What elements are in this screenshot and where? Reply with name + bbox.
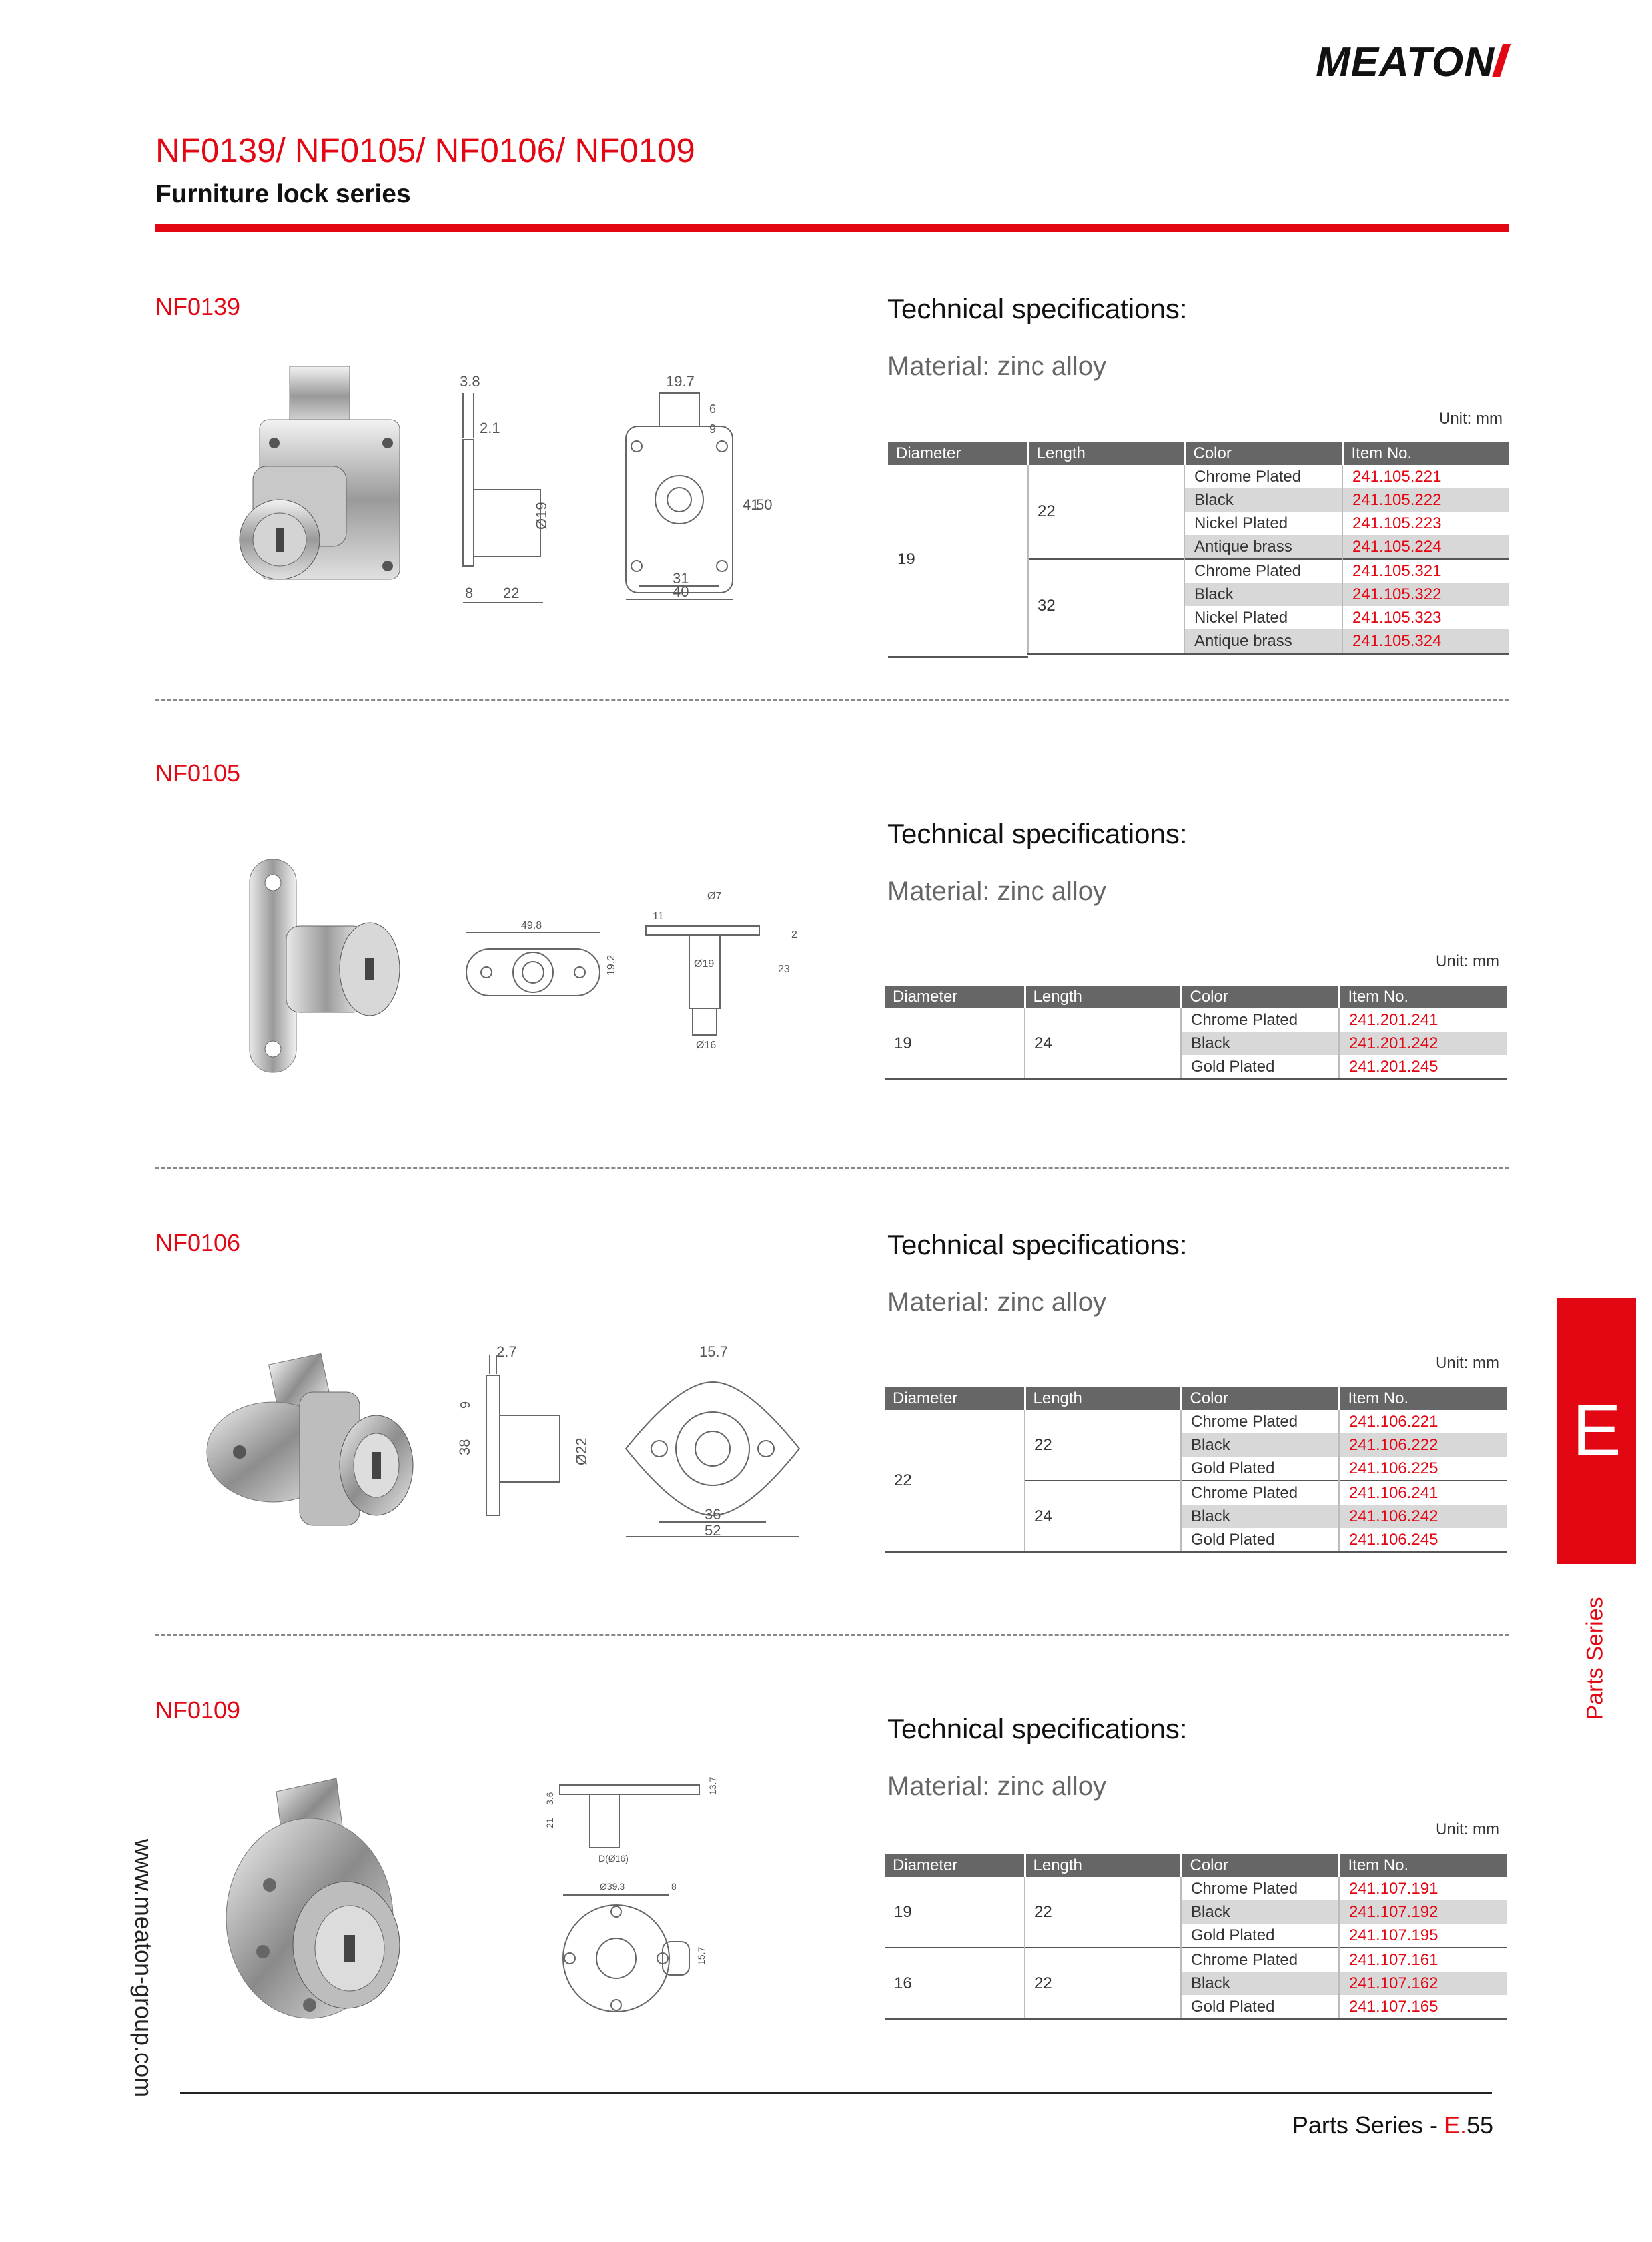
length-cell: 22 <box>1025 1877 1181 1948</box>
color-cell: Black <box>1181 1505 1339 1528</box>
color-cell: Antique brass <box>1184 629 1342 654</box>
drawing-nf0109 <box>526 1768 739 2048</box>
page-footer: Parts Series - E.55 <box>1292 2111 1493 2139</box>
table-bottom-rule <box>888 656 1028 658</box>
color-cell: Chrome Plated <box>1181 1410 1339 1433</box>
col-header: Diameter <box>885 986 1025 1008</box>
unit-label: Unit: mm <box>1436 1354 1499 1372</box>
page-subtitle: Furniture lock series <box>155 180 411 208</box>
col-header: Color <box>1181 986 1339 1008</box>
item-no-cell: 241.107.191 <box>1349 1879 1438 1898</box>
side-tab-label: Parts Series <box>1582 1597 1608 1720</box>
color-cell: Chrome Plated <box>1184 465 1342 488</box>
item-no-cell: 241.106.245 <box>1339 1528 1507 1553</box>
col-header: Diameter <box>885 1387 1025 1410</box>
item-no-cell: 241.105.321 <box>1342 559 1509 583</box>
dim-label: 52 <box>705 1522 721 1539</box>
section-code-nf0139: NF0139 <box>155 293 241 320</box>
spec-title: Technical specifications: <box>887 818 1188 849</box>
material-label: Material: zinc alloy <box>887 877 1107 906</box>
table-row <box>885 1008 1507 1032</box>
item-no-cell: 241.105.324 <box>1342 629 1509 654</box>
length-cell: 22 <box>1025 1410 1181 1481</box>
color-cell: Nickel Plated <box>1184 512 1342 535</box>
dim-label: 41 <box>743 496 759 513</box>
color-cell: Gold Plated <box>1181 1457 1339 1481</box>
brand-logo: MEATON <box>1316 39 1505 86</box>
color-cell: Nickel Plated <box>1184 606 1342 629</box>
color-cell: Chrome Plated <box>1181 1877 1339 1900</box>
item-no-cell: 241.201.242 <box>1339 1032 1507 1055</box>
header-divider <box>155 224 1509 232</box>
footer-divider <box>180 2092 1492 2094</box>
col-header: Color <box>1184 442 1342 465</box>
dim-label: 9 <box>709 422 717 436</box>
diameter-cell: 19 <box>885 1008 1025 1080</box>
col-header: Color <box>1181 1387 1339 1410</box>
material-label: Material: zinc alloy <box>887 1288 1107 1317</box>
unit-label: Unit: mm <box>1436 1820 1499 1838</box>
lock-photo-nf0105 <box>240 853 426 1079</box>
dim-label: 13.7 <box>707 1776 718 1795</box>
table-row <box>885 1410 1507 1433</box>
item-no-cell: 241.107.165 <box>1339 1995 1507 2020</box>
color-cell: Gold Plated <box>1181 1995 1339 2020</box>
dim-label: 19.7 <box>666 373 695 390</box>
diameter-cell: 19 <box>885 1877 1025 1948</box>
page-title: NF0139/ NF0105/ NF0106/ NF0109 <box>155 131 695 169</box>
dim-label: 2.1 <box>480 420 500 436</box>
dim-label: 2.7 <box>496 1343 517 1360</box>
dim-label: Ø19 <box>533 502 550 530</box>
section-divider <box>155 699 1509 701</box>
color-cell: Gold Plated <box>1181 1055 1339 1080</box>
lock-photo-nf0139 <box>226 353 420 613</box>
item-no-cell: 241.107.192 <box>1339 1900 1507 1924</box>
section-code-nf0109: NF0109 <box>155 1696 241 1724</box>
dim-label: 36 <box>705 1506 721 1523</box>
section-code-nf0106: NF0106 <box>155 1229 241 1256</box>
diameter-cell: 22 <box>885 1410 1025 1553</box>
color-cell: Black <box>1181 1032 1339 1055</box>
diameter-cell: 16 <box>885 1948 1025 2020</box>
item-no-cell: 241.201.245 <box>1339 1055 1507 1080</box>
col-header: Item No. <box>1339 986 1507 1008</box>
table-row <box>885 1948 1507 1972</box>
item-no-cell: 241.107.195 <box>1349 1926 1438 1944</box>
drawing-nf0106 <box>456 1342 819 1542</box>
color-cell: Black <box>1184 488 1342 512</box>
dim-label: Ø16 <box>696 1040 717 1051</box>
col-header: Length <box>1025 986 1181 1008</box>
item-no-cell: 241.106.241 <box>1339 1481 1507 1505</box>
col-header: Item No. <box>1342 442 1509 465</box>
dim-label: 15.7 <box>696 1946 707 1965</box>
col-header: Item No. <box>1339 1387 1507 1410</box>
dim-label: 11 <box>653 911 664 922</box>
material-label: Material: zinc alloy <box>887 352 1107 381</box>
item-no-cell: 241.105.222 <box>1342 488 1509 512</box>
dim-label: 49.8 <box>521 920 542 931</box>
col-header: Item No. <box>1339 1854 1507 1877</box>
color-cell: Chrome Plated <box>1181 1481 1339 1505</box>
dim-label: Ø39.3 <box>600 1881 625 1892</box>
item-no-cell: 241.106.225 <box>1349 1459 1438 1477</box>
dim-label: 2 <box>791 929 797 940</box>
lock-photo-nf0109 <box>223 1778 423 2032</box>
dim-label: Ø19 <box>694 958 715 970</box>
table-row <box>888 465 1509 488</box>
spec-title: Technical specifications: <box>887 1713 1188 1744</box>
item-no-cell: 241.105.322 <box>1342 583 1509 606</box>
length-cell: 32 <box>1028 559 1184 654</box>
spec-table-nf0105 <box>885 986 1507 1080</box>
color-cell: Chrome Plated <box>1184 559 1342 583</box>
length-cell: 22 <box>1025 1948 1181 2020</box>
dim-label: 40 <box>673 583 689 600</box>
item-no-cell: 241.106.222 <box>1339 1433 1507 1457</box>
dim-label: 23 <box>778 964 790 975</box>
dim-label: 15.7 <box>699 1343 728 1360</box>
dim-label: 8 <box>671 1881 677 1892</box>
col-header: Length <box>1025 1854 1181 1877</box>
item-no-cell: 241.107.162 <box>1339 1972 1507 1995</box>
dim-label: 50 <box>756 496 773 513</box>
dim-label: 38 <box>456 1439 473 1455</box>
color-cell: Black <box>1181 1972 1339 1995</box>
color-cell: Chrome Plated <box>1181 1008 1339 1032</box>
col-header: Color <box>1181 1854 1339 1877</box>
color-cell: Black <box>1181 1433 1339 1457</box>
section-divider <box>155 1167 1509 1169</box>
color-cell: Gold Plated <box>1181 1924 1339 1948</box>
spec-title: Technical specifications: <box>887 293 1188 324</box>
spec-table-nf0106 <box>885 1387 1507 1553</box>
dim-label: Ø7 <box>707 891 722 902</box>
dim-label: Ø22 <box>573 1437 590 1465</box>
item-no-cell: 241.105.223 <box>1352 514 1442 532</box>
col-header: Diameter <box>885 1854 1025 1877</box>
item-no-cell: 241.106.242 <box>1339 1505 1507 1528</box>
color-cell: Black <box>1184 583 1342 606</box>
color-cell: Antique brass <box>1184 535 1342 559</box>
spec-table-nf0109 <box>885 1854 1507 2020</box>
length-cell: 24 <box>1025 1481 1181 1553</box>
item-no-cell: 241.107.161 <box>1339 1948 1507 1972</box>
website-url: www.meaton-group.com <box>130 1838 157 2098</box>
dim-label: 9 <box>458 1401 473 1409</box>
color-cell: Chrome Plated <box>1181 1948 1339 1972</box>
spec-title: Technical specifications: <box>887 1229 1188 1260</box>
item-no-cell: 241.201.241 <box>1349 1010 1438 1029</box>
table-row <box>885 1877 1507 1900</box>
col-header: Length <box>1028 442 1184 465</box>
dim-label: D(Ø16) <box>598 1853 629 1864</box>
drawing-nf0105 <box>460 886 806 1052</box>
item-no-cell: 241.105.323 <box>1352 608 1442 627</box>
section-divider <box>155 1634 1509 1636</box>
dim-label: 21 <box>544 1818 555 1828</box>
drawing-nf0139 <box>440 366 773 606</box>
dim-label: 31 <box>673 570 689 587</box>
dim-label: 6 <box>709 402 717 416</box>
item-no-cell: 241.106.221 <box>1349 1412 1438 1431</box>
diameter-cell: 19 <box>888 465 1028 654</box>
dim-label: 22 <box>503 585 520 601</box>
unit-label: Unit: mm <box>1436 952 1499 970</box>
item-no-cell: 241.105.224 <box>1342 535 1509 559</box>
col-header: Diameter <box>888 442 1028 465</box>
item-no-cell: 241.105.221 <box>1352 467 1442 486</box>
unit-label: Unit: mm <box>1439 410 1503 428</box>
section-tab-e: E <box>1557 1298 1636 1564</box>
dim-label: 19.2 <box>606 954 617 976</box>
dim-label: 8 <box>465 585 474 601</box>
color-cell: Black <box>1181 1900 1339 1924</box>
length-cell: 24 <box>1025 1008 1181 1080</box>
dim-label: 3.6 <box>544 1792 555 1805</box>
col-header: Length <box>1025 1387 1181 1410</box>
dim-label: 3.8 <box>460 373 480 390</box>
material-label: Material: zinc alloy <box>887 1772 1107 1801</box>
lock-photo-nf0106 <box>200 1352 426 1545</box>
spec-table-nf0139 <box>888 442 1509 655</box>
color-cell: Gold Plated <box>1181 1528 1339 1553</box>
section-code-nf0105: NF0105 <box>155 759 241 787</box>
length-cell: 22 <box>1028 465 1184 559</box>
